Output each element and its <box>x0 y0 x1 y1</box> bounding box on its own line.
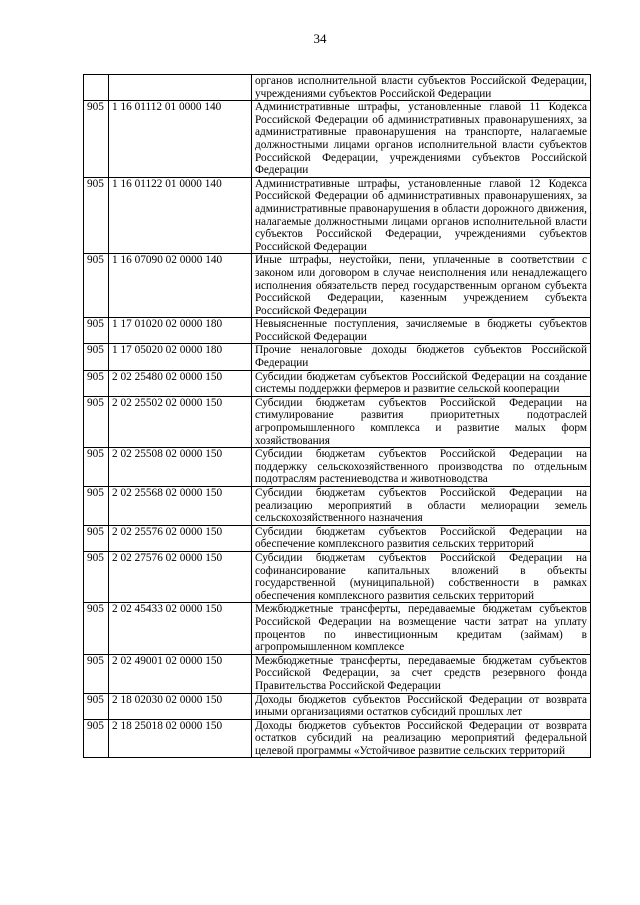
budget-code-cell: 2 02 25576 02 0000 150 <box>109 525 252 551</box>
table-row <box>84 370 591 396</box>
budget-code-cell: 1 16 01122 01 0000 140 <box>109 177 252 254</box>
income-name-cell: Административные штрафы, установленные главой 12 Кодекса Российской Федерации об административных правонарушениях, за административные правонарушения в области дорожного движения, налагаемые должностными лицами органов исполнительной власти субъектов Российской Федерации, учреждениями субъектов Российской Федерации <box>252 177 591 254</box>
admin-code-cell: 905 <box>84 177 109 254</box>
budget-codes-table <box>83 74 591 758</box>
admin-code-cell <box>84 75 109 101</box>
income-name-cell: Субсидии бюджетам субъектов Российской Федерации на софинансирование капитальных вложений в объекты государственной (муниципальной) собственности в рамках обеспечения комплексного развития сельских территорий <box>252 551 591 602</box>
income-name-cell: Субсидии бюджетам субъектов Российской Федерации на создание системы поддержки фермеров и развитие сельской кооперации <box>252 370 591 396</box>
budget-code-cell: 1 17 01020 02 0000 180 <box>109 318 252 344</box>
income-name-cell: Субсидии бюджетам субъектов Российской Федерации на поддержку сельскохозяйственного производства по отдельным подотраслям растениеводства и животноводства <box>252 448 591 487</box>
income-name-cell: Невыясненные поступления, зачисляемые в бюджеты субъектов Российской Федерации <box>252 318 591 344</box>
table-row <box>84 719 591 758</box>
income-name-cell: Субсидии бюджетам субъектов Российской Федерации на обеспечение комплексного развития сельских территорий <box>252 525 591 551</box>
table-row <box>84 487 591 526</box>
admin-code-cell: 905 <box>84 525 109 551</box>
budget-code-cell: 2 02 25568 02 0000 150 <box>109 487 252 526</box>
budget-code-cell: 2 02 49001 02 0000 150 <box>109 654 252 693</box>
budget-code-cell: 1 16 07090 02 0000 140 <box>109 254 252 318</box>
admin-code-cell: 905 <box>84 719 109 758</box>
income-name-cell: Доходы бюджетов субъектов Российской Федерации от возврата иными организациями остатков субсидий прошлых лет <box>252 693 591 719</box>
budget-code-cell: 2 18 02030 02 0000 150 <box>109 693 252 719</box>
table-row <box>84 693 591 719</box>
table-row <box>84 75 591 101</box>
income-name-cell: органов исполнительной власти субъектов Российской Федерации, учреждениями субъектов Российской Федерации <box>252 75 591 101</box>
table-row <box>84 318 591 344</box>
income-name-cell: Субсидии бюджетам субъектов Российской Федерации на реализацию мероприятий в области мелиорации земель сельскохозяйственного назначения <box>252 487 591 526</box>
budget-code-cell: 2 02 27576 02 0000 150 <box>109 551 252 602</box>
table-row <box>84 603 591 654</box>
admin-code-cell: 905 <box>84 654 109 693</box>
table-row <box>84 254 591 318</box>
budget-code-cell: 2 02 25480 02 0000 150 <box>109 370 252 396</box>
budget-code-cell <box>109 75 252 101</box>
income-name-cell: Межбюджетные трансферты, передаваемые бюджетам субъектов Российской Федерации на возмещение части затрат на уплату процентов по инвестиционным кредитам (займам) в агропромышленном комплексе <box>252 603 591 654</box>
admin-code-cell: 905 <box>84 101 109 178</box>
table-row <box>84 177 591 254</box>
budget-code-cell: 1 17 05020 02 0000 180 <box>109 344 252 370</box>
budget-code-cell: 2 02 25508 02 0000 150 <box>109 448 252 487</box>
budget-code-cell: 2 02 45433 02 0000 150 <box>109 603 252 654</box>
budget-code-cell: 2 02 25502 02 0000 150 <box>109 396 252 447</box>
income-name-cell: Доходы бюджетов субъектов Российской Федерации от возврата остатков субсидий на реализацию мероприятий федеральной целевой программы «Устойчивое развитие сельских территорий <box>252 719 591 758</box>
income-name-cell: Иные штрафы, неустойки, пени, уплаченные в соответствии с законом или договором в случае неисполнения или ненадлежащего исполнения обязательств перед государственным органом субъекта Российской Федерации, казенным учреждением субъекта Российской Федерации <box>252 254 591 318</box>
admin-code-cell: 905 <box>84 370 109 396</box>
table-row <box>84 101 591 178</box>
budget-code-cell: 2 18 25018 02 0000 150 <box>109 719 252 758</box>
table-row <box>84 396 591 447</box>
table-row <box>84 551 591 602</box>
table-row <box>84 344 591 370</box>
table-row <box>84 525 591 551</box>
admin-code-cell: 905 <box>84 551 109 602</box>
admin-code-cell: 905 <box>84 254 109 318</box>
admin-code-cell: 905 <box>84 448 109 487</box>
income-name-cell: Межбюджетные трансферты, передаваемые бюджетам субъектов Российской Федерации, за счет средств резервного фонда Правительства Российской Федерации <box>252 654 591 693</box>
page-number: 34 <box>313 31 327 46</box>
admin-code-cell: 905 <box>84 344 109 370</box>
admin-code-cell: 905 <box>84 693 109 719</box>
income-name-cell: Субсидии бюджетам субъектов Российской Федерации на стимулирование развития приоритетных подотраслей агропромышленного комплекса и развитие малых форм хозяйствования <box>252 396 591 447</box>
table-row <box>84 654 591 693</box>
admin-code-cell: 905 <box>84 603 109 654</box>
admin-code-cell: 905 <box>84 318 109 344</box>
admin-code-cell: 905 <box>84 487 109 526</box>
income-name-cell: Прочие неналоговые доходы бюджетов субъектов Российской Федерации <box>252 344 591 370</box>
table-row <box>84 448 591 487</box>
admin-code-cell: 905 <box>84 396 109 447</box>
budget-code-cell: 1 16 01112 01 0000 140 <box>109 101 252 178</box>
income-name-cell: Административные штрафы, установленные главой 11 Кодекса Российской Федерации об административных правонарушениях, за административные правонарушения на транспорте, налагаемые должностными лицами органов исполнительной власти субъектов Российской Федерации, учреждениями субъектов Российской Федерации <box>252 101 591 178</box>
